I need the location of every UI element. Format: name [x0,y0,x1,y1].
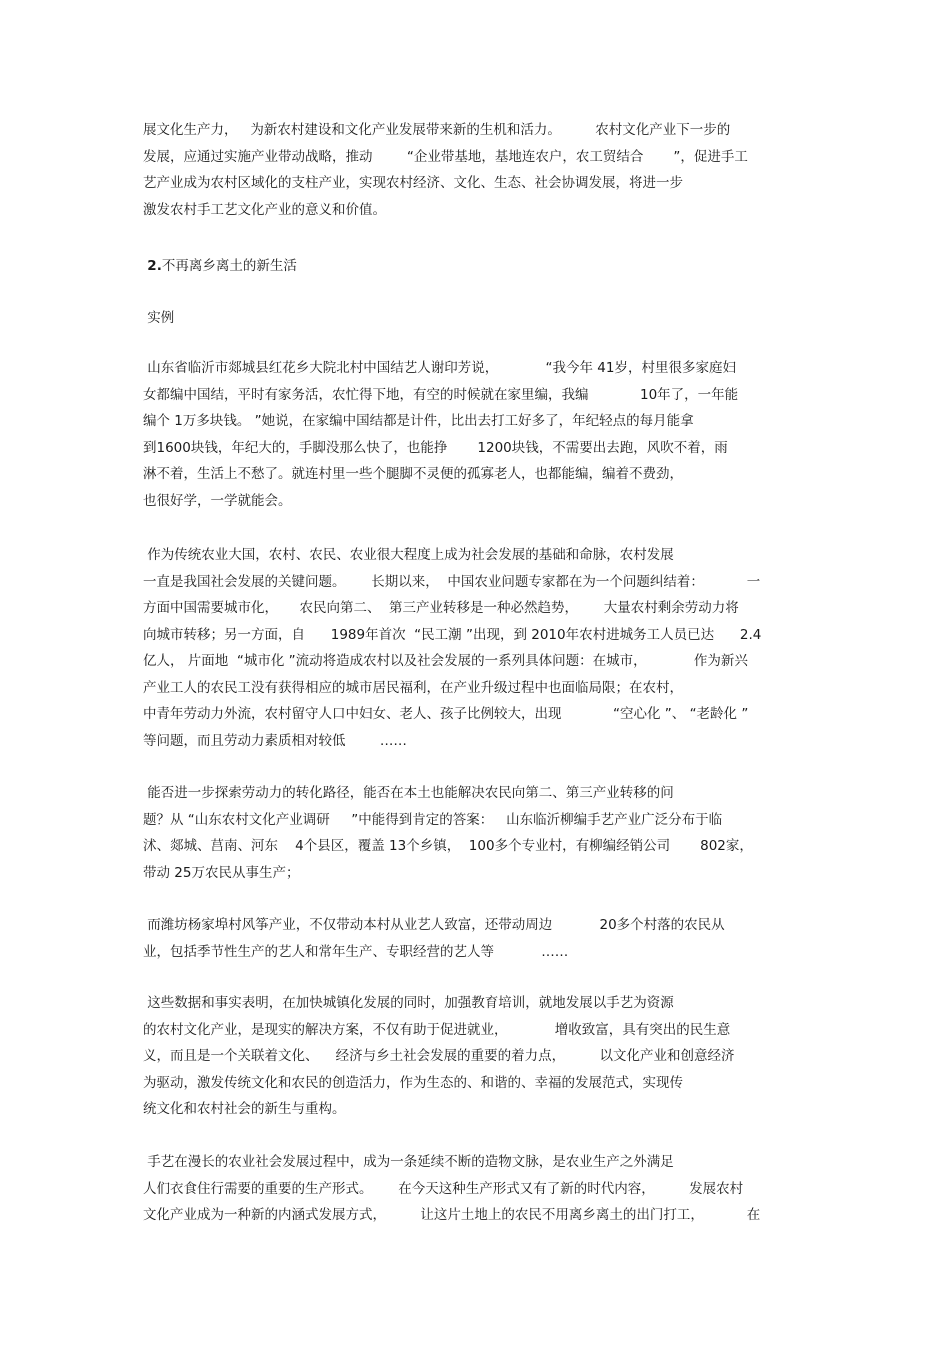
text-line: 也很好学，一学就能会。 [143,492,292,509]
text-line: 作为传统农业大国，农村、农民、农业很大程度上成为社会发展的基础和命脉，农村发展 [143,547,674,563]
text-line: 带动 25万农民从事生产； [143,864,300,881]
text-line: 方面中国需要城市化， 农民向第二、 第三产业转移是一种必然趋势， 大量农村剩余劳动力将 [143,600,739,616]
text-line: 而潍坊杨家埠村风筝产业，不仅带动本村从业艺人致富，还带动周边 20多个村落的农民从 [143,917,725,933]
text-line: 为驱动，激发传统文化和农民的创造活力，作为生态的、和谐的、幸福的发展范式，实现传 [143,1074,683,1091]
text-line: 业，包括季节性生产的艺人和常年生产、专职经营的艺人等 …… [143,943,569,960]
paragraph-weifang-kites [143,912,823,965]
section-heading [143,253,823,280]
text-line: 女都编中国结，平时有家务活，农忙得下地，有空的时候就在家里编，我编 10年了，一年能 [143,386,739,403]
text-line: 艺产业成为农村区域化的支柱产业，实现农村经济、文化、生态、社会协调发展，将进一步 [143,175,683,191]
text-line: 能否进一步探索劳动力的转化路径，能否在本土也能解决农民向第二、第三产业转移的问 [143,785,674,801]
paragraph-handicraft [143,1149,823,1229]
text-line: 展文化生产力， 为新农村建设和文化产业发展带来新的生机和活力。 农村文化产业下一步的 [143,122,731,138]
paragraph-cultural-productivity [143,117,823,223]
text-line: 山东省临沂市郯城县红花乡大院北村中国结艺人谢印芳说， “我今年 41岁，村里很多家庭妇 [143,360,736,376]
text-line: 到1600块钱，年纪大的，手脚没那么快了，也能挣 1200块钱，不需要出去跑，风吹不着，雨 [143,439,728,456]
text-line: 等问题，而且劳动力素质相对较低 …… [143,732,407,749]
text-line: 手艺在漫长的农业社会发展过程中，成为一条延续不断的造物文脉，是农业生产之外满足 [143,1154,674,1170]
text-line: 的农村文化产业，是现实的解决方案，不仅有助于促进就业， 增收致富，具有突出的民生意 [143,1021,731,1038]
text-line: 向城市转移；另一方面，自 1989年首次 “民工潮 ”出现，到 2010年农村进城务工人员已达 2.4 [143,626,762,643]
text-line: 亿人， 片面地 “城市化 ”流动将造成农村以及社会发展的一系列具体问题：在城市， 作为新兴 [143,653,748,669]
section-title: 不再离乡离土的新生活 [161,258,297,274]
text-line: 沭、郯城、莒南、河东 4个县区，覆盖 13个乡镇， 100多个专业村，有柳编经销公司 802家， [143,838,753,854]
text-line: 中青年劳动力外流，农村留守人口中妇女、老人、孩子比例较大，出现 “空心化 ”、 “老龄化 ” [143,706,749,722]
text-line: 激发农村手工艺文化产业的意义和价值。 [143,201,386,218]
paragraph-labor-transfer [143,780,823,886]
text-line: 编个 1万多块钱。 ”她说，在家编中国结都是计件，比出去打工好多了，年纪轻点的每月能拿 [143,413,694,429]
section-number: 2. [147,258,162,274]
text-line: 统文化和农村社会的新生与重构。 [143,1101,346,1117]
text-line: 人们衣食住行需要的重要的生产形式。 在今天这种生产形式又有了新的时代内容， 发展农村 [143,1180,744,1197]
text-line: 文化产业成为一种新的内涵式发展方式， 让这片土地上的农民不用离乡离土的出门打工， 在 [143,1207,761,1223]
paragraph-example-label [143,305,823,332]
paragraph-data-facts [143,990,823,1123]
text-line: 淋不着，生活上不愁了。就连村里一些个腿脚不灵便的孤寡老人，也都能编，编着不费劲， [143,466,683,482]
text-line: 义，而且是一个关联着文化、 经济与乡土社会发展的重要的着力点， 以文化产业和创意经济 [143,1048,735,1064]
text-line: 这些数据和事实表明，在加快城镇化发展的同时，加强教育培训，就地发展以手艺为资源 [143,995,674,1011]
text-line: 实例 [143,310,175,326]
text-line: 产业工人的农民工没有获得相应的城市居民福利，在产业升级过程中也面临局限；在农村， [143,679,683,696]
paragraph-agricultural-nation [143,542,823,754]
text-line: 一直是我国社会发展的关键问题。 长期以来， 中国农业问题专家都在为一个问题纠结着： 一 [143,573,761,590]
text-line: 发展，应通过实施产业带动战略，推动 “企业带基地，基地连农户，农工贸结合 ”，促进手工 [143,148,748,165]
text-line: 题？从 “山东农村文化产业调研 ”中能得到肯定的答案： 山东临沂柳编手艺产业广泛分布于临 [143,811,723,828]
paragraph-xie-yinfang [143,355,823,514]
